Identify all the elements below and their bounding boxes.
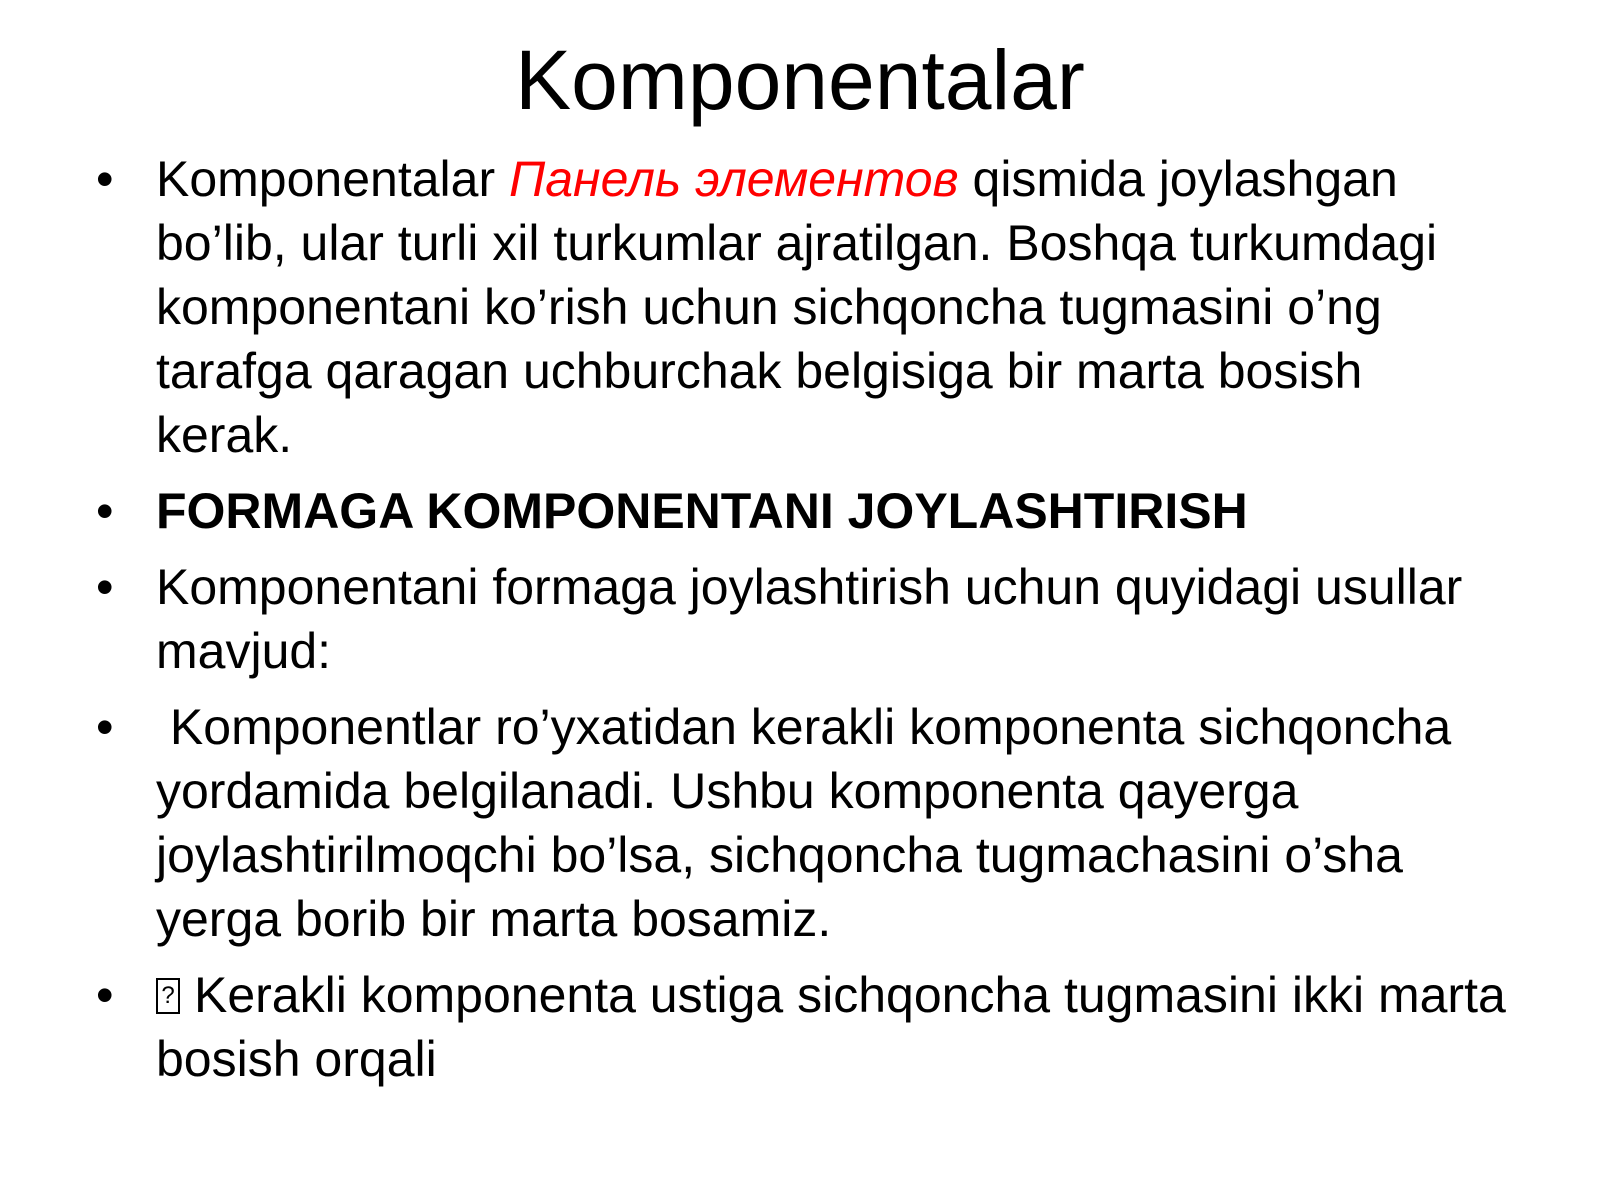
missing-glyph-icon [156, 978, 180, 1014]
bullet-text: qismida joylashgan bo’lib, ular turli xil turkumlar ajratilgan. Boshqa turkumdagi komponentani ko’rish uchun sichqoncha tugmasini o’ng tarafga qaragan uchburchak belgisiga bir marta bosish kerak. [156, 151, 1438, 463]
bullet-icon: • [96, 559, 114, 615]
bullet-item-4 [90, 695, 1510, 951]
bullet-item-3 [90, 555, 1510, 683]
bullet-icon: • [96, 483, 114, 539]
bullet-text: Kerakli komponenta ustiga sichqoncha tugmasini ikki marta bosish orqali [156, 967, 1506, 1087]
slide-title: Komponentalar [515, 33, 1085, 127]
bullet-icon: • [96, 967, 114, 1023]
bullet-text: Komponentalar [156, 151, 510, 207]
bullet-item-1 [90, 147, 1510, 467]
bullet-item-5 [90, 963, 1510, 1091]
highlighted-term: Панель элементов [509, 151, 959, 207]
bullet-list [90, 147, 1510, 1103]
section-heading: FORMAGA KOMPONENTANI JOYLASHTIRISH [156, 483, 1248, 539]
bullet-text: Komponentani formaga joylashtirish uchun quyidagi usullar mavjud: [156, 559, 1463, 679]
bullet-text: Komponentlar ro’yxatidan kerakli komponenta sichqoncha yordamida belgilanadi. Ushbu komponenta qayerga joylashtirilmoqchi bo’lsa, sichqoncha tugmachasini o’sha yerga borib bir marta bosamiz. [156, 699, 1466, 947]
bullet-icon: • [96, 151, 114, 207]
bullet-item-2 [90, 479, 1510, 543]
bullet-icon: • [96, 699, 114, 755]
